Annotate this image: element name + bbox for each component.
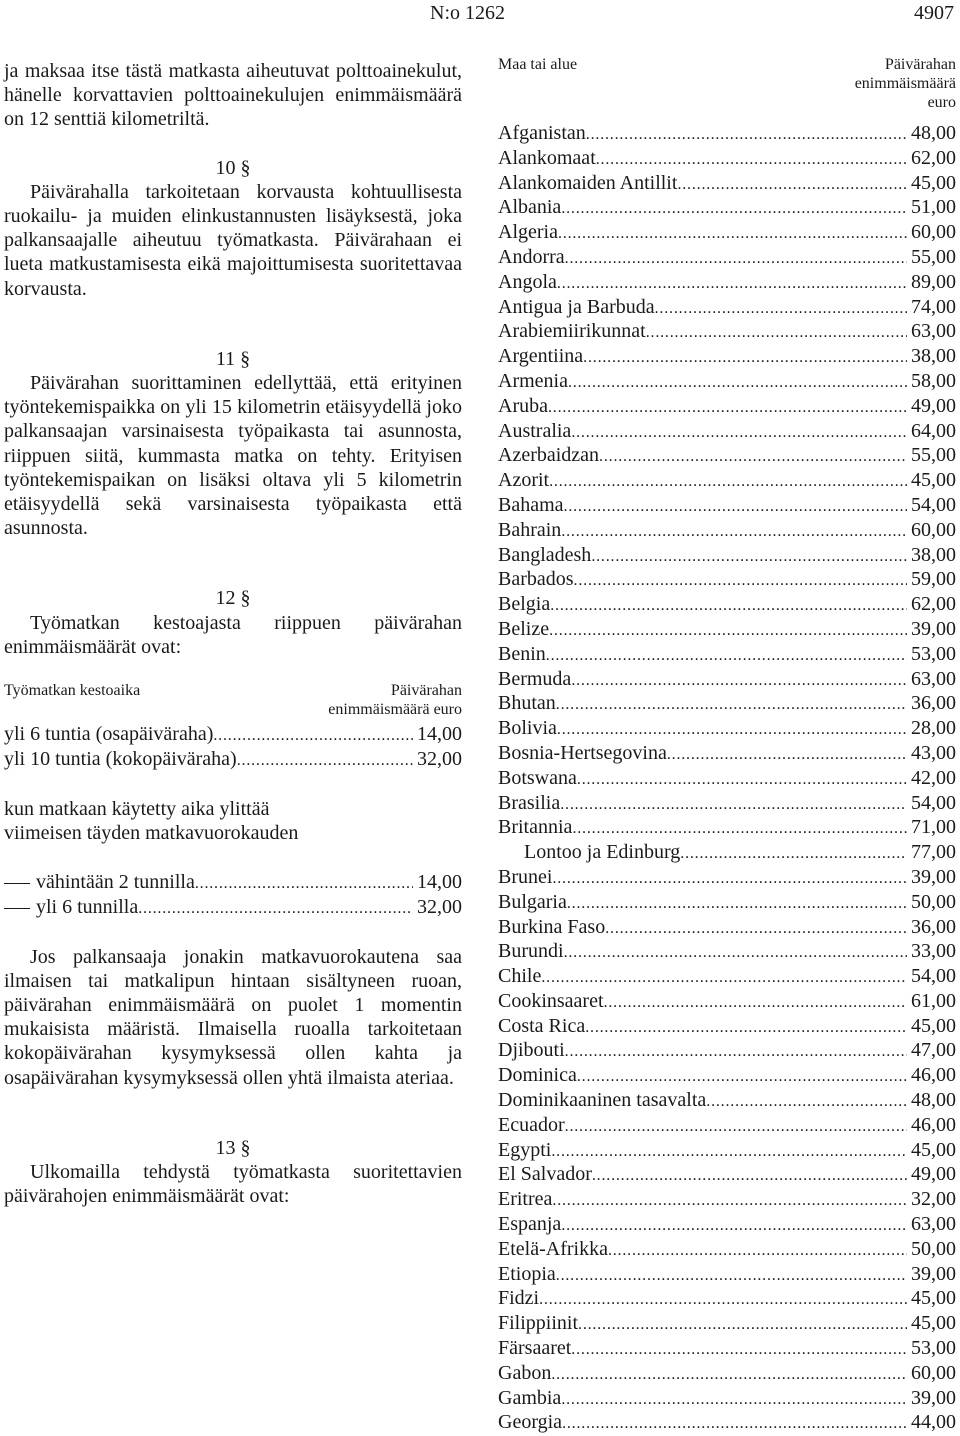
allowance-value: 46,00 [911,1113,956,1136]
leader-dots [557,717,907,742]
table-row [498,494,956,519]
leader-dots [667,742,907,767]
leader-dots [551,1362,907,1387]
duration-rows [4,723,462,773]
country-name: Gambia [498,1386,562,1409]
country-col-label: Maa tai alue [498,56,578,73]
leader-dots [571,1337,907,1362]
table-row [498,395,956,420]
leader-dots [237,748,413,773]
allowance-value: 45,00 [911,1287,956,1310]
leader-dots [565,1114,907,1139]
country-name: Bahama [498,493,564,516]
leader-dots [677,172,907,197]
leader-dots [564,940,907,965]
leader-dots [549,618,907,643]
table-row [498,1287,956,1312]
leader-dots [605,916,907,941]
leader-dots [213,723,413,748]
leader-dots [564,494,907,519]
country-name: Australia [498,419,572,442]
table-row [498,271,956,296]
country-name: Bermuda [498,667,572,690]
row-value: 32,00 [417,895,462,918]
leader-dots [546,643,907,668]
extra-condition-line-1: kun matkaan käytetty aika ylittää [4,797,270,820]
country-table-header [498,55,956,112]
left-column [4,55,462,1208]
table-row [498,668,956,693]
country-name: Britannia [498,816,573,839]
row-value: 14,00 [417,871,462,894]
allowance-value: 45,00 [911,1138,956,1161]
country-name: Djibouti [498,1039,565,1062]
leader-dots [561,196,907,221]
country-name: Lontoo ja Edinburg [524,841,681,864]
table-row [4,723,462,748]
table-row [498,320,956,345]
country-name: Arabiemiirikunnat [498,320,646,343]
table-row [498,519,956,544]
allowance-col-label [855,55,956,112]
allowance-value: 39,00 [911,1262,956,1285]
leader-dots [586,122,907,147]
country-name: Andorra [498,245,565,268]
extra-condition-line-2: viimeisen täyden matkavuorokauden [4,821,299,844]
table-row [498,246,956,271]
section-10-heading: 10 § [215,156,251,179]
leader-dots [591,544,907,569]
table-row [498,618,956,643]
allowance-value: 60,00 [911,1361,956,1384]
table-row [498,1312,956,1337]
country-name: Armenia [498,369,568,392]
allowance-value: 47,00 [911,1039,956,1062]
allowance-value: 77,00 [911,841,956,864]
country-name: Chile [498,965,542,988]
table-row [498,1139,956,1164]
country-name: Georgia [498,1411,563,1434]
table-row [498,568,956,593]
table-row [498,940,956,965]
table-row [498,345,956,370]
table-row [498,469,956,494]
table-row [498,1411,956,1436]
table-row [498,990,956,1015]
allowance-value: 45,00 [911,469,956,492]
leader-dots [592,1163,907,1188]
country-name: Bulgaria [498,890,567,913]
leader-dots [539,1287,907,1312]
leader-dots [541,965,907,990]
allowance-col-label-line3: euro [927,94,956,111]
country-name: Etelä-Afrikka [498,1237,608,1260]
table-row [498,1015,956,1040]
leader-dots [549,469,907,494]
allowance-value: 62,00 [911,593,956,616]
leader-dots [568,370,907,395]
allowance-value: 39,00 [911,617,956,640]
country-name: Egypti [498,1138,552,1161]
country-name: Brunei [498,865,553,888]
leader-dots [572,816,907,841]
allowance-value: 45,00 [911,171,956,194]
row-label: yli 6 tuntia (osapäiväraha) [4,723,214,746]
extra-rows [4,871,462,921]
table-row [498,122,956,147]
section-11-heading: 11 § [215,347,251,370]
allowance-value: 44,00 [911,1411,956,1434]
allowance-value: 48,00 [911,122,956,144]
table-row [498,370,956,395]
intro-paragraph: ja maksaa itse tästä matkasta aiheutuvat polttoainekulut, hänelle korvattavien polttoainekulujen enimmäismäärä on 12 senttiä kilometriltä. [4,60,462,131]
page-number: 4907 [914,2,954,24]
table-row [498,296,956,321]
leader-dots [646,320,907,345]
country-name: Espanja [498,1213,562,1236]
allowance-value: 58,00 [911,369,956,392]
leader-dots [583,345,907,370]
allowance-value: 63,00 [911,667,956,690]
allowance-value: 46,00 [911,1064,956,1087]
leader-dots [552,1188,907,1213]
row-label-text: vähintään 2 tunnilla [36,871,195,894]
leader-dots [680,841,907,866]
allowance-value: 53,00 [911,1337,956,1360]
leader-dots [556,1263,907,1288]
country-name: Botswana [498,766,577,789]
allowance-value: 64,00 [911,419,956,442]
leader-dots [138,896,413,921]
leader-dots [604,990,907,1015]
allowance-value: 39,00 [911,865,956,888]
table-row [498,1089,956,1114]
country-name: Alankomaat [498,146,596,169]
table-row [498,444,956,469]
leader-dots [561,1387,907,1412]
country-name: Belize [498,617,550,640]
table-row [498,1263,956,1288]
duration-table-header [4,681,462,719]
allowance-value: 36,00 [911,915,956,938]
leader-dots [550,593,907,618]
allowance-value: 42,00 [911,766,956,789]
country-name: Azorit [498,469,550,492]
leader-dots [577,767,907,792]
em-dash [4,883,30,884]
country-name: Angola [498,270,557,293]
row-label [4,896,138,920]
allowance-value: 54,00 [911,965,956,988]
table-row [498,196,956,221]
table-row [498,593,956,618]
table-row [498,692,956,717]
country-name: Ecuador [498,1113,565,1136]
allowance-value: 45,00 [911,1014,956,1037]
leader-dots [556,692,907,717]
allowance-value: 45,00 [911,1312,956,1335]
table-row [498,643,956,668]
country-name: Afganistan [498,122,586,144]
table-row [498,172,956,197]
row-value: 14,00 [417,723,462,746]
table-row [498,1114,956,1139]
leader-dots [585,1015,907,1040]
leader-dots [561,519,907,544]
allowance-value: 55,00 [911,444,956,467]
allowance-col-label-line2: enimmäismäärä euro [328,701,462,719]
country-name: Aruba [498,394,548,417]
leader-dots [565,246,907,271]
allowance-value: 50,00 [911,890,956,913]
section-12-text: Työmatkan kestoajasta riippuen päivärahan enimmäismäärät ovat: [4,611,462,658]
country-name: Bangladesh [498,543,592,566]
leader-dots [565,1039,907,1064]
table-row [4,748,462,773]
allowance-value: 53,00 [911,642,956,665]
allowance-value: 49,00 [911,394,956,417]
leader-dots [571,668,907,693]
allowance-value: 33,00 [911,940,956,963]
duration-col-label: Työmatkan kestoaika [4,682,141,700]
table-row [498,891,956,916]
allowance-value: 71,00 [911,816,956,839]
row-value: 32,00 [417,747,462,770]
country-name: Eritrea [498,1188,553,1211]
table-row [498,1064,956,1089]
leader-dots [574,568,907,593]
country-name: Bahrain [498,518,562,541]
country-name: Cookinsaaret [498,989,604,1012]
table-row [498,1039,956,1064]
table-row [498,221,956,246]
country-name: Burundi [498,940,564,963]
country-name: Barbados [498,568,574,591]
section-12-text-2: Jos palkansaaja jonakin matkavuorokautena saa ilmaisen tai matkalipun hintaan sisältyneen ruoan, päivärahan enimmäismäärä on puolet 1 momentin mukaisista määristä. Ilmaisella ruoalla tarkoitetaan kokopäivärahan kysymyksessä ollen kahta ja osapäivärahan kysymyksessä ollen yhtä ilmaista ateriaa. [4,945,462,1089]
section-10-text: Päivärahalla tarkoitetaan korvausta kohtuullisesta ruokailu- ja muiden elinkustannusten lisäyksestä, joka palkansaajalle aiheutuu työmatkasta. Päivärahaan ei lueta matkustamisesta eikä majoittumisesta suoritettavaa korvausta. [4,180,462,300]
em-dash [4,908,30,909]
allowance-value: 55,00 [911,245,956,268]
table-row [498,1163,956,1188]
country-name: Brasilia [498,791,561,814]
leader-dots [195,871,413,896]
leader-dots [596,147,907,172]
country-name: El Salvador [498,1163,592,1186]
country-name: Dominikaaninen tasavalta [498,1089,707,1112]
table-row [498,742,956,767]
allowance-value: 60,00 [911,518,956,541]
allowance-value: 36,00 [911,692,956,715]
allowance-col-label-line1: Päivärahan [884,56,956,73]
country-name: Bolivia [498,717,557,740]
table-row [498,1362,956,1387]
allowance-value: 61,00 [911,989,956,1012]
allowance-value: 51,00 [911,196,956,219]
table-row [498,866,956,891]
leader-dots [578,1312,907,1337]
leader-dots [561,1213,907,1238]
section-11-text: Päivärahan suorittaminen edellyttää, että erityinen työntekemispaikka on yli 15 kilometrin etäisyydellä joko palkansaajan varsinaisesta työpaikasta tai asunnosta, riippuen siitä, kummasta matka on tehty. Erityisen työntekemispaikan on lisäksi oltava yli 5 kilometrin etäisyydellä sekä varsinaisesta työpaikasta että asunnosta. [4,372,462,540]
allowance-value: 63,00 [911,320,956,343]
country-name: Benin [498,642,546,665]
leader-dots [560,792,907,817]
table-row [498,792,956,817]
country-name: Azerbaidzan [498,444,600,467]
allowance-value: 38,00 [911,345,956,368]
allowance-value: 62,00 [911,146,956,169]
table-row [498,1337,956,1362]
allowance-col-label-line2: enimmäismäärä [854,75,956,92]
section-13-text: Ulkomailla tehdystä työmatkasta suoritettavien päivärahojen enimmäismäärät ovat: [4,1161,462,1208]
country-name: Fidzi [498,1287,540,1310]
table-row [4,871,462,896]
country-name: Burkina Faso [498,915,606,938]
allowance-col-label-line1: Päivärahan [390,682,462,700]
table-row [498,1188,956,1213]
leader-dots [548,395,907,420]
table-row [498,147,956,172]
leader-dots [577,1064,907,1089]
table-row [498,1238,956,1263]
country-name: Belgia [498,593,551,616]
row-label-text: yli 6 tunnilla [36,895,139,918]
country-name: Bhutan [498,692,556,715]
allowance-value: 49,00 [911,1163,956,1186]
table-row [498,420,956,445]
table-row [498,1387,956,1412]
table-row [498,916,956,941]
allowance-col-label [328,681,462,719]
table-row [498,816,956,841]
allowance-value: 54,00 [911,493,956,516]
section-13-heading: 13 § [215,1136,251,1159]
country-name: Dominica [498,1064,577,1087]
table-row [498,544,956,569]
allowance-value: 54,00 [911,791,956,814]
table-row [498,1213,956,1238]
country-name: Albania [498,196,562,219]
row-label: yli 10 tuntia (kokopäiväraha) [4,747,237,770]
country-name: Algeria [498,221,558,244]
table-row [498,767,956,792]
country-name: Etiopia [498,1262,556,1285]
leader-dots [552,866,907,891]
leader-dots [551,1139,907,1164]
allowance-value: 38,00 [911,543,956,566]
country-name: Gabon [498,1361,552,1384]
allowance-value: 60,00 [911,221,956,244]
leader-dots [557,271,907,296]
leader-dots [599,444,907,469]
allowance-value: 63,00 [911,1213,956,1236]
leader-dots [558,221,907,246]
table-row [498,841,956,866]
document-number: N:o 1262 [430,2,505,24]
country-name: Bosnia-Hertsegovina [498,741,667,764]
allowance-value: 48,00 [911,1089,956,1112]
allowance-value: 32,00 [911,1188,956,1211]
allowance-value: 59,00 [911,568,956,591]
allowance-value: 50,00 [911,1237,956,1260]
country-name: Filippiinit [498,1312,579,1335]
leader-dots [562,1411,907,1436]
section-12-heading: 12 § [215,587,251,610]
row-label [4,871,195,895]
leader-dots [571,420,907,445]
allowance-value: 43,00 [911,741,956,764]
country-name: Costa Rica [498,1014,586,1037]
leader-dots [655,296,907,321]
country-table-body [498,122,956,1436]
table-row [498,717,956,742]
allowance-value: 28,00 [911,717,956,740]
allowance-value: 39,00 [911,1386,956,1409]
leader-dots [706,1089,907,1114]
leader-dots [608,1238,907,1263]
country-name: Alankomaiden Antillit [498,171,678,194]
right-column [498,55,956,1436]
allowance-value: 74,00 [911,295,956,318]
table-row [498,965,956,990]
table-row [4,896,462,921]
country-name: Argentiina [498,345,584,368]
leader-dots [567,891,907,916]
country-name: Antigua ja Barbuda [498,295,655,318]
allowance-value: 89,00 [911,270,956,293]
country-name: Färsaaret [498,1337,572,1360]
